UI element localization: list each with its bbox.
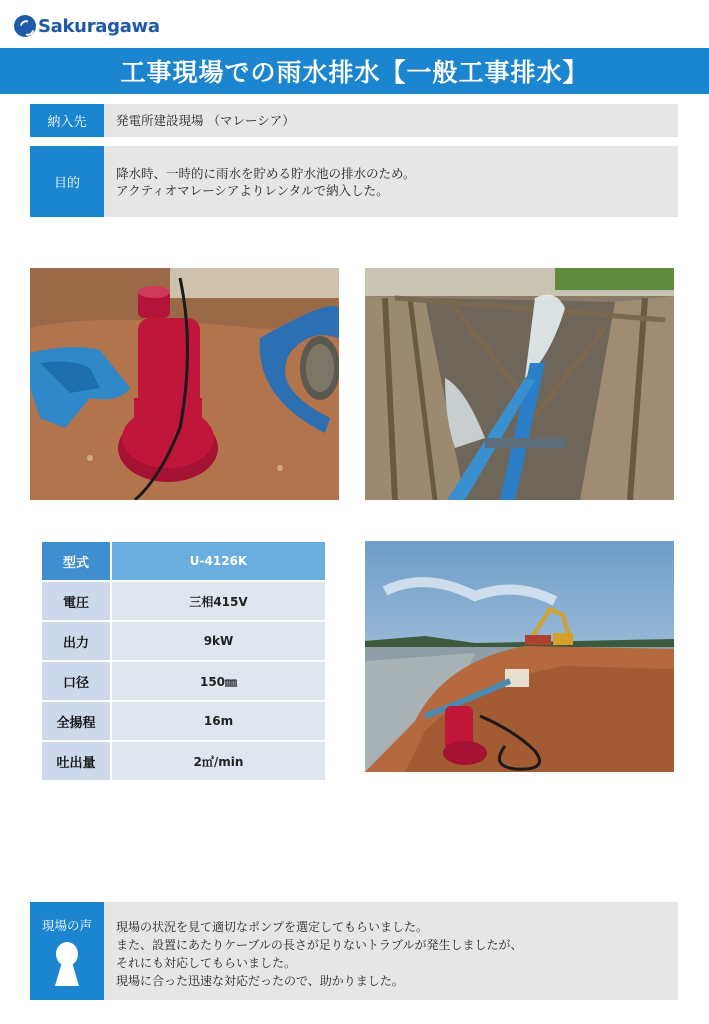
spec-value: 150㎜ bbox=[111, 661, 326, 701]
spec-label: 全揚程 bbox=[41, 701, 111, 741]
spec-table bbox=[40, 540, 327, 782]
spec-label: 口径 bbox=[41, 661, 111, 701]
purpose-value bbox=[104, 146, 678, 217]
spec-value: 9kW bbox=[111, 621, 326, 661]
voice-line: また、設置にあたりケーブルの長さが足りないトラブルが発生しましたが、 bbox=[116, 938, 523, 952]
delivery-value: 発電所建設現場 （マレーシア） bbox=[104, 104, 678, 137]
spec-model-value: U-4126K bbox=[111, 541, 326, 581]
person-silhouette-icon bbox=[53, 940, 81, 988]
spec-model-label: 型式 bbox=[41, 541, 111, 581]
spec-value: 2㎥/min bbox=[111, 741, 326, 781]
spec-row bbox=[41, 741, 326, 781]
spec-row bbox=[41, 701, 326, 741]
spec-value: 三相415V bbox=[111, 581, 326, 621]
photo-trench-discharge bbox=[365, 268, 674, 500]
spec-value: 16m bbox=[111, 701, 326, 741]
logo-text: Sakuragawa bbox=[38, 15, 160, 37]
delivery-label: 納入先 bbox=[30, 104, 104, 137]
voice-label-box bbox=[30, 902, 104, 1000]
purpose-line: 降水時、一時的に雨水を貯める貯水池の排水のため。 bbox=[116, 166, 416, 181]
spec-row-model bbox=[41, 541, 326, 581]
voice-label: 現場の声 bbox=[41, 918, 92, 933]
purpose-label: 目的 bbox=[30, 146, 104, 217]
page-title: 工事現場での雨水排水【一般工事排水】 bbox=[120, 58, 589, 87]
voice-line: 現場の状況を見て適切なポンプを選定してもらいました。 bbox=[116, 920, 429, 934]
photo-reservoir-site bbox=[365, 541, 674, 772]
spec-label: 出力 bbox=[41, 621, 111, 661]
spec-label: 電圧 bbox=[41, 581, 111, 621]
spec-row bbox=[41, 661, 326, 701]
purpose-line: アクティオマレーシアよりレンタルで納入した。 bbox=[116, 183, 389, 198]
company-logo bbox=[14, 12, 160, 40]
title-bar bbox=[0, 48, 709, 94]
spec-row bbox=[41, 581, 326, 621]
photo-pump-on-site bbox=[30, 268, 339, 500]
spec-row bbox=[41, 621, 326, 661]
spec-label: 吐出量 bbox=[41, 741, 111, 781]
voice-line: 現場に合った迅速な対応だったので、助かりました。 bbox=[116, 974, 404, 988]
logo-mark-icon bbox=[14, 15, 36, 37]
voice-text bbox=[104, 902, 678, 1000]
voice-line: それにも対応してもらいました。 bbox=[116, 956, 297, 970]
